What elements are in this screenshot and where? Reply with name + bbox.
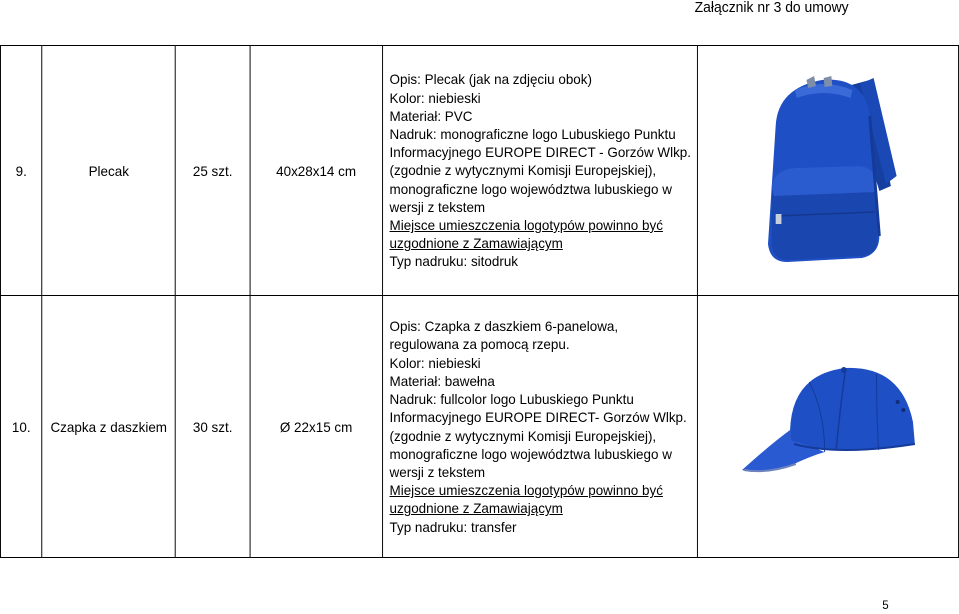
table-row: [0, 46, 958, 296]
desc-material: [390, 372, 692, 390]
desc-opis: [390, 70, 692, 88]
typ-value: transfer: [467, 518, 517, 535]
desc-nadruk: [390, 390, 692, 481]
document-header-note: Załącznik nr 3 do umowy: [694, 0, 849, 16]
table-row: [0, 296, 958, 558]
typ-value: sitodruk: [467, 253, 519, 270]
cap-icon: [732, 352, 924, 502]
page-number: 5: [882, 598, 889, 612]
typ-label: Typ nadruku:: [389, 518, 468, 535]
desc-material: [390, 107, 692, 125]
desc-miejsce: Miejsce umieszczenia logotypów powinno być uzgodnione z Zamawiającym: [389, 217, 663, 252]
opis-label: Opis:: [389, 318, 421, 335]
item-dimensions: Ø 22x15 cm: [250, 296, 382, 558]
backpack-icon: [756, 66, 900, 276]
nadruk-value: monograficzne logo Lubuskiego Punktu Informacyjnego EUROPE DIRECT - Gorzów Wlkp. (zgodnie z wytycznymi Komisji Europejskiej), monograficzne logo województwa lubuskiego w wersji z tekstem: [389, 125, 692, 215]
nadruk-label: Nadruk:: [389, 125, 437, 142]
desc-kolor: [390, 354, 692, 372]
kolor-value: niebieski: [424, 354, 481, 371]
item-quantity: 25 szt.: [175, 46, 249, 296]
item-dimensions: 40x28x14 cm: [250, 46, 382, 296]
nadruk-value: fullcolor logo Lubuskiego Punktu Informacyjnego EUROPE DIRECT- Gorzów Wlkp. (zgodnie z wytycznymi Komisji Europejskiej), monograficzne logo województwa lubuskiego w wersji z tekstem: [389, 391, 687, 480]
kolor-label: Kolor:: [389, 89, 425, 106]
material-label: Materiał:: [389, 107, 442, 124]
desc-nadruk: [390, 125, 692, 216]
opis-label: Opis:: [389, 71, 421, 88]
material-value: bawełna: [441, 372, 495, 389]
desc-typ: [390, 518, 692, 536]
nadruk-label: Nadruk:: [389, 391, 437, 408]
item-quantity: 30 szt.: [175, 296, 249, 558]
item-image-cell: [697, 46, 958, 296]
item-description: [382, 46, 697, 296]
desc-miejsce: Miejsce umieszczenia logotypów powinno być uzgodnione z Zamawiającym: [389, 482, 663, 517]
material-label: Materiał:: [389, 372, 442, 389]
material-value: PVC: [441, 107, 473, 124]
item-description: [382, 296, 697, 558]
items-table: [0, 45, 959, 558]
kolor-label: Kolor:: [389, 354, 425, 371]
desc-opis: [390, 317, 692, 353]
opis-value: Czapka z daszkiem 6-panelowa, regulowana za pomocą rzepu.: [389, 318, 619, 353]
row-number: 10.: [0, 296, 42, 558]
row-number: 9.: [0, 46, 42, 296]
desc-typ: [390, 252, 692, 270]
typ-label: Typ nadruku:: [389, 253, 468, 270]
opis-value: Plecak (jak na zdjęciu obok): [420, 71, 592, 88]
item-name: Plecak: [42, 46, 175, 296]
item-name: Czapka z daszkiem: [42, 296, 175, 558]
desc-kolor: [390, 89, 692, 107]
item-image-cell: [697, 296, 958, 558]
kolor-value: niebieski: [424, 89, 481, 106]
